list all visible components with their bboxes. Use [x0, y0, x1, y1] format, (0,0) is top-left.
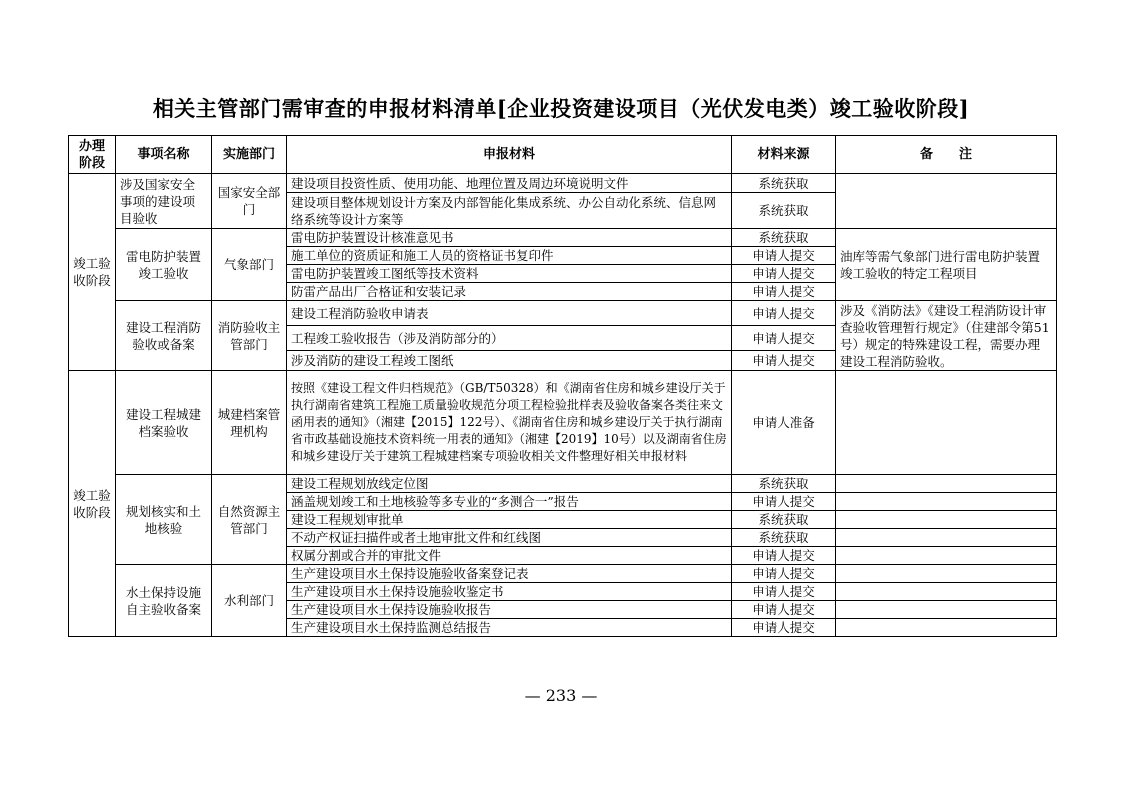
material-cell: 建设项目投资性质、使用功能、地理位置及周边环境说明文件 [287, 174, 732, 193]
item-name-cell: 水土保持设施自主验收备案 [116, 565, 212, 637]
remark-cell [836, 371, 1057, 475]
material-cell: 施工单位的资质证和施工人员的资格证书复印件 [287, 247, 732, 265]
source-cell: 系统获取 [732, 174, 836, 193]
item-name-cell: 建设工程城建档案验收 [116, 371, 212, 475]
source-cell: 系统获取 [732, 529, 836, 547]
material-cell: 防雷产品出厂合格证和安装记录 [287, 283, 732, 301]
source-cell: 申请人提交 [732, 565, 836, 583]
source-cell: 申请人提交 [732, 601, 836, 619]
material-cell: 雷电防护装置设计核准意见书 [287, 229, 732, 247]
material-cell: 雷电防护装置竣工图纸等技术资料 [287, 265, 732, 283]
source-cell: 申请人提交 [732, 493, 836, 511]
source-cell: 系统获取 [732, 511, 836, 529]
remark-cell [836, 493, 1057, 511]
source-cell: 申请人提交 [732, 301, 836, 326]
material-cell: 建设工程规划审批单 [287, 511, 732, 529]
source-cell: 系统获取 [732, 193, 836, 229]
source-cell: 申请人提交 [732, 547, 836, 565]
dept-cell: 城建档案管理机构 [212, 371, 287, 475]
remark-cell [836, 547, 1057, 565]
table-row [69, 475, 1057, 493]
remark-cell: 涉及《消防法》《建设工程消防设计审查验收管理暂行规定》（住建部令第51号）规定的特殊建设工程，需要办理建设工程消防验收。 [836, 301, 1057, 371]
remark-cell [836, 529, 1057, 547]
header-materials: 申报材料 [287, 136, 732, 174]
material-cell: 建设项目整体规划设计方案及内部智能化集成系统、办公自动化系统、信息网络系统等设计方案等 [287, 193, 732, 229]
table-row [69, 174, 1057, 193]
material-cell: 不动产权证扫描件或者土地审批文件和红线图 [287, 529, 732, 547]
material-cell: 权属分割或合并的审批文件 [287, 547, 732, 565]
source-cell: 申请人准备 [732, 371, 836, 475]
remark-cell [836, 511, 1057, 529]
remark-cell [836, 583, 1057, 601]
remark-cell [836, 619, 1057, 637]
item-name-cell: 雷电防护装置竣工验收 [116, 229, 212, 301]
source-cell: 申请人提交 [732, 283, 836, 301]
source-cell: 申请人提交 [732, 247, 836, 265]
source-cell: 申请人提交 [732, 583, 836, 601]
page-number: — 233 — [524, 686, 598, 705]
source-cell: 系统获取 [732, 229, 836, 247]
material-cell: 涉及消防的建设工程竣工图纸 [287, 351, 732, 371]
material-cell: 生产建设项目水土保持设施验收报告 [287, 601, 732, 619]
materials-table [68, 135, 1057, 637]
phase-cell: 竣工验收阶段 [69, 371, 116, 637]
dept-cell: 水利部门 [212, 565, 287, 637]
remark-cell [836, 174, 1057, 229]
table-row [69, 229, 1057, 247]
material-cell: 建设工程规划放线定位图 [287, 475, 732, 493]
page-title: 相关主管部门需审查的申报材料清单[企业投资建设项目（光伏发电类）竣工验收阶段] [152, 96, 970, 121]
source-cell: 系统获取 [732, 475, 836, 493]
item-name-cell: 建设工程消防验收或备案 [116, 301, 212, 371]
header-dept: 实施部门 [212, 136, 287, 174]
source-cell: 申请人提交 [732, 326, 836, 351]
header-phase: 办理阶段 [69, 136, 116, 174]
material-cell: 工程竣工验收报告（涉及消防部分的） [287, 326, 732, 351]
material-cell: 建设工程消防验收申请表 [287, 301, 732, 326]
item-name-cell: 涉及国家安全事项的建设项目验收 [116, 174, 212, 229]
dept-cell: 自然资源主管部门 [212, 475, 287, 565]
dept-cell: 国家安全部门 [212, 174, 287, 229]
source-cell: 申请人提交 [732, 351, 836, 371]
table-row [69, 301, 1057, 326]
remark-cell [836, 601, 1057, 619]
material-cell: 按照《建设工程文件归档规范》（GB/T50328）和《湖南省住房和城乡建设厅关于执行湖南省建筑工程施工质量验收规范分项工程检验批样表及验收备案各类往来文函用表的通知》（湘建【2015】122号）、《湖南省住房和城乡建设厅关于执行湖南省市政基础设施技术资料统一用表的通知》（湘建【2019】10号）以及湖南省住房和城乡建设厅关于建筑工程城建档案专项验收相关文件整理好相关申报材料 [287, 371, 732, 475]
material-cell: 生产建设项目水土保持设施验收鉴定书 [287, 583, 732, 601]
table-row [69, 371, 1057, 475]
header-item: 事项名称 [116, 136, 212, 174]
header-remarks: 备 注 [836, 136, 1057, 174]
dept-cell: 气象部门 [212, 229, 287, 301]
remark-cell: 油库等需气象部门进行雷电防护装置竣工验收的特定工程项目 [836, 229, 1057, 301]
dept-cell: 消防验收主管部门 [212, 301, 287, 371]
header-source: 材料来源 [732, 136, 836, 174]
source-cell: 申请人提交 [732, 265, 836, 283]
item-name-cell: 规划核实和土地核验 [116, 475, 212, 565]
table-row [69, 565, 1057, 583]
phase-cell: 竣工验收阶段 [69, 174, 116, 371]
material-cell: 涵盖规划竣工和土地核验等多专业的“多测合一”报告 [287, 493, 732, 511]
material-cell: 生产建设项目水土保持设施验收备案登记表 [287, 565, 732, 583]
material-cell: 生产建设项目水土保持监测总结报告 [287, 619, 732, 637]
remark-cell [836, 475, 1057, 493]
remark-cell [836, 565, 1057, 583]
table-header-row [69, 136, 1057, 174]
source-cell: 申请人提交 [732, 619, 836, 637]
